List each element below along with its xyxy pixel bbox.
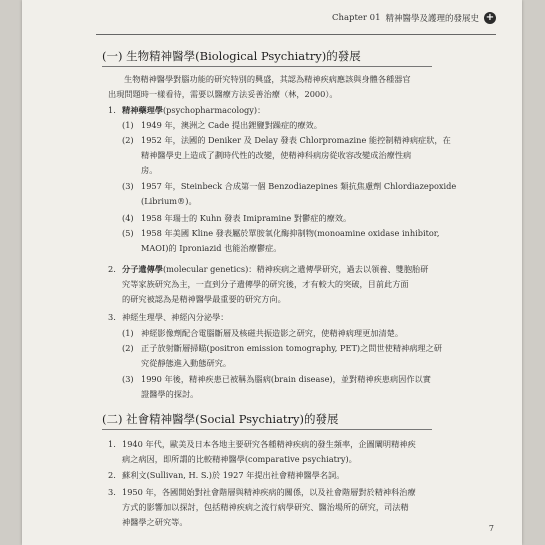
sub-item [122,341,512,371]
text-line: 1940 年代，歐美及日本各地主要研究各種精神疾病的發生頻率，企圖闡明精神疾 [122,439,416,449]
sub-item [122,133,512,178]
text-line: 精神醫學史上造成了劃時代性的改變，使精神科病房從收容改變成治療性病 [141,150,412,160]
sub-number: (1) [122,328,134,338]
chapter-label: Chapter 01 [331,13,381,23]
sub-number: (4) [122,213,134,223]
text-line: 證醫學的探討。 [141,389,199,399]
text-line: 病之病因，即所謂的比較精神醫學(comparative psychiatry)。 [122,454,357,464]
text-line: 究從靜態進入動態研究。 [141,358,232,368]
item-term: 精神藥理學 [122,105,163,115]
header-rule [96,34,496,35]
sub-number: (2) [122,135,134,145]
text-line: MAOI)的 Iproniazid 也能治療鬱症。 [141,243,282,253]
text-line: 1950 年，各國開始對社會階層與精神疾病的關係，以及社會階層對於精神科治療 [122,487,416,497]
plus-icon: + [485,12,495,23]
text-line: 1958 年美國 Kline 發表屬於單胺氧化酶抑制物(monoamine oxidase inhibitor, [141,228,440,238]
item-number: 2. [108,264,116,274]
text-line: 1957 年，Steinbeck 合成第一個 Benzodiazepines 類抗焦慮劑 Chlordiazepoxide [141,181,457,191]
chapter-title: 精神醫學及護理的發展史 [385,14,479,24]
text-line: 神經影像劑配合電腦斷層及核磁共振造影之研究，使精神病理更加清楚。 [141,328,404,338]
list-item [108,310,508,325]
item-number: 3. [108,312,116,322]
page-number: 7 [488,524,494,533]
section-rule [102,429,432,430]
sub-item [122,372,512,402]
item-number: 1. [108,439,116,449]
text-line: 的研究被認為是精神醫學最重要的研究方向。 [122,294,286,304]
item-number: 3. [108,487,116,497]
section-title-social: (二) 社會精神醫學(Social Psychiatry)的發展 [102,412,339,426]
text-line: 神醫學之研究等。 [122,517,188,527]
item-number: 1. [108,105,116,115]
intro-paragraph [108,72,508,102]
sub-number: (5) [122,228,134,238]
text-line: (molecular genetics)：精神疾病之遺傳學研究，過去以領養、雙胞胎研 [162,264,429,274]
list-item [108,485,508,530]
text-line: 神經生理學、神經內分泌學： [122,312,229,322]
text-line: 究等家族研究為主，一直到分子遺傳學的研究後，才有較大的突破，目前此方面 [122,279,409,289]
text-line: 房。 [141,165,158,175]
item-number: 2. [108,470,116,480]
sub-number: (1) [122,120,134,130]
sub-number: (3) [122,374,134,384]
text-line: 1990 年後，精神疾患已被稱為腦病(brain disease)，並對精神疾患病因作以實 [141,374,431,384]
section-rule [102,66,432,67]
sub-item [122,211,512,226]
sub-item [122,118,512,133]
text-line: 正子放射斷層掃瞄(positron emission tomography, PET)之問世使精神病理之研 [141,343,442,353]
running-head [332,12,496,24]
item-text: (psychopharmacology)： [162,105,266,115]
text-line: 1952 年，法國的 Deniker 及 Delay 發表 Chlorpromazine 能控制精神病症狀，在 [141,135,451,145]
text-line: 1958 年瑞士的 Kuhn 發表 Imipramine 對鬱症的療效。 [141,213,352,223]
sub-item [122,226,512,256]
text-line: 生物精神醫學對腦功能的研究特別的興盛，其認為精神疾病應該與身體各種器官 [124,74,411,84]
list-item [108,103,508,118]
section-title-biological: (一) 生物精神醫學(Biological Psychiatry)的發展 [102,49,361,63]
sub-item [122,179,512,209]
list-item [108,262,508,307]
book-page [22,0,522,545]
text-line: 1949 年，澳洲之 Cade 提出鋰鹽對躁症的療效。 [141,120,322,130]
sub-number: (2) [122,343,134,353]
list-item [108,468,508,483]
text-line: (Librium®)。 [141,196,197,206]
sub-number: (3) [122,181,134,191]
list-item [108,437,508,467]
text-line: 方式的影響加以探討，包括精神疾病之流行病學研究、醫治場所的研究，司法精 [122,502,409,512]
text-line: 出現問題時一樣看待，需要以醫療方法妥善治療（林，2000）。 [108,89,338,99]
text-line: 蘇利文(Sullivan, H. S.)於 1927 年提出社會精神醫學名詞。 [122,470,345,480]
sub-item [122,326,512,341]
item-term: 分子遺傳學 [122,264,163,274]
